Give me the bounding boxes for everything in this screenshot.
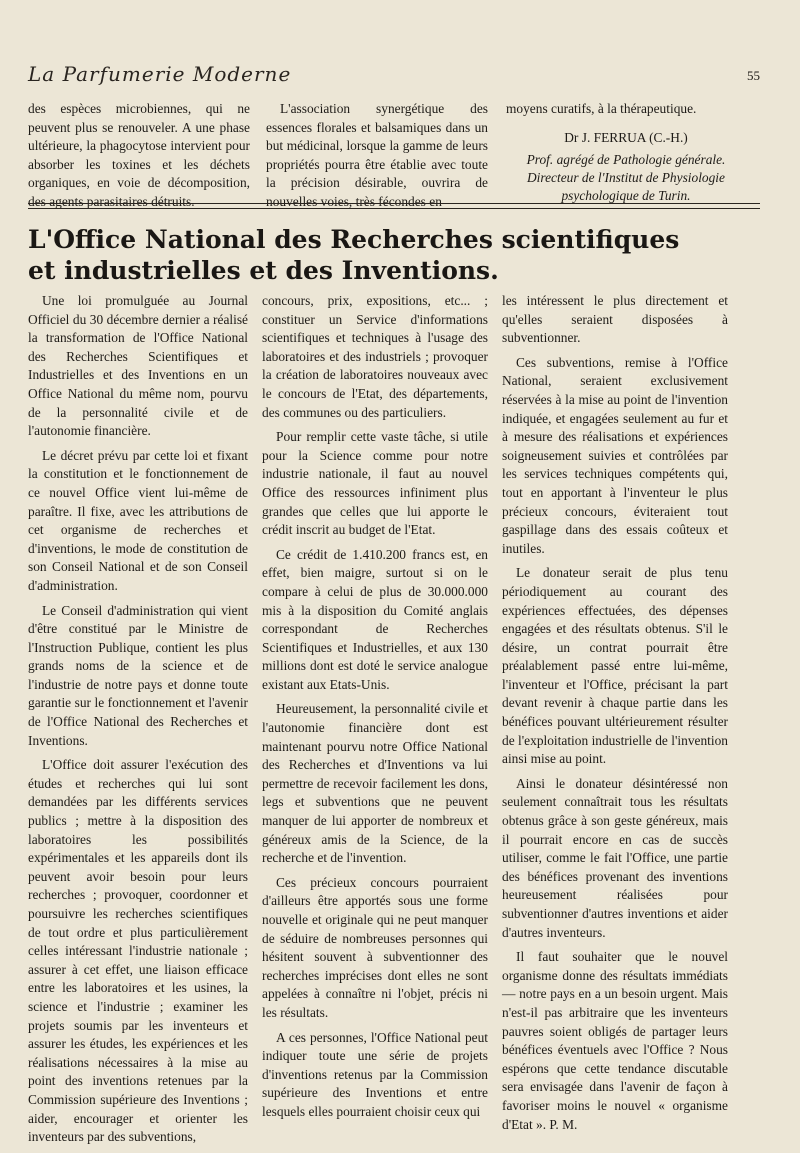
previous-article-col3 (506, 100, 732, 205)
paragraph: Pour remplir cette vaste tâche, si utile pour la Science comme pour notre industrie nationale, il faut au nouvel Office des ressources infiniment plus grandes que celles que lui apporte le crédit inscrit au budget de l'Etat. (262, 429, 488, 538)
paragraph: Il faut souhaiter que le nouvel organisme donne des résultats immédiats — notre pays en a un besoin urgent. Mais n'est-il pas arbitraire que les inventeurs pauvres soient obligés de partager leurs bénéfices éventuels avec l'Office ? Nous espérons que cette tendance discutable sera envisagée dans l'avenir de façon à favoriser moins le nouvel « organisme d'Etat ». P. M. (502, 949, 728, 1132)
divider-rule (28, 208, 760, 209)
paragraph: Ce crédit de 1.410.200 francs est, en effet, bien maigre, surtout si on le compare à celui de plus de 30.000.000 mis à la disposition du Comité anglais correspondant de Recherches Scientifiques et Industrielles, et aux 130 millions dont est doté le service analogue existant aux Etats-Unis. (262, 546, 488, 692)
author-affiliation-2: Directeur de l'Institut de Physiologie (527, 170, 725, 186)
article-title-line1: L'Office National des Recherches scientifiques (28, 225, 680, 254)
paragraph: moyens curatifs, à la thérapeutique. (506, 101, 697, 116)
author-signature (506, 129, 732, 206)
author-affiliation-1: Prof. agrégé de Pathologie générale. (526, 152, 726, 168)
masthead: La Parfumerie Moderne (28, 62, 292, 86)
paragraph: Le décret prévu par cette loi et fixant la constitution et le fonctionnement de ce nouvel Office vient lui-même de paraître. Il fixe, avec les attributions de cet organisme de recherches et d'inventions, le mode de constitution de son Conseil National et de son Conseil d'administration. (28, 447, 248, 593)
paragraph: A ces personnes, l'Office National peut indiquer toute une série de projets d'inventions retenus par la Commission supérieure des Inventions et entre lesquels elles pourraient choisir ceux qui (262, 1029, 488, 1119)
paragraph: Ces subventions, remise à l'Office National, seraient exclusivement réservées à la mise au point de l'invention indiquée, et engagées seulement au fur et à mesure des réalisations et expériences soigneusement suivies et contrôlées par les services techniques compétents qui, tout en apportant à l'inventeur le plus précieux concours, éviteraient tout gaspillage dans des essais coûteux et inutiles. (502, 354, 728, 556)
paragraph: Le Conseil d'administration qui vient d'être constitué par le Ministre de l'Instruction Publique, contient les plus grands noms de la science et de l'industrie de notre pays et donne toute garantie sur le fonctionnement et l'avenir de l'Office National des Recherches et Inventions. (28, 602, 248, 748)
paragraph: L'association synergétique des essences florales et balsamiques dans un but médicinal, lorsque la gamme de leurs propriétés pourra être établie avec toute la précision désirable, ouvrira de nouvelles voies, très fécondes en (266, 101, 488, 209)
author-affiliation-3: psychologique de Turin. (561, 188, 691, 204)
article-column-3 (502, 292, 728, 1140)
author-name: Dr J. FERRUA (C.-H.) (564, 129, 688, 145)
paragraph: Heureusement, la personnalité civile et l'autonomie financière dont est maintenant pourvu notre Office National des Recherches et d'Inventions va lui permettre de recevoir facilement les dons, legs et subventions que ne peuvent manquer de lui apporter de nombreux et généreux amis de la Science, de la recherche et de l'invention. (262, 701, 488, 866)
article-column-2 (262, 292, 488, 1128)
paragraph: concours, prix, expositions, etc... ; constituer un Service d'informations scientifiques et techniques à l'usage des laboratoires et des industriels ; provoquer la création de laboratoires nouveaux avec le concours de l'Etat, des départements, des communes ou des particuliers. (262, 293, 488, 420)
article-title-line2: et industrielles et des Inventions. (28, 256, 499, 285)
article-title (28, 224, 768, 286)
paragraph: les intéressent le plus directement et qu'elles seraient disposées à subventionner. (502, 293, 728, 346)
paragraph: des espèces microbiennes, qui ne peuvent plus se renouveler. A une phase ultérieure, la phagocytose intervient pour absorber les toxines et les déchets organiques, en voie de décomposition, des agents parasitaires détruits. (28, 101, 250, 209)
paragraph: Une loi promulguée au Journal Officiel du 30 décembre dernier a réalisé la transformation de l'Office National des Recherches Scientifiques et Industrielles et des Inventions en un Office National du même nom, pourvu de la personnalité civile et de l'autonomie financière. (28, 293, 248, 439)
page-header (28, 62, 760, 92)
article-column-1 (28, 292, 248, 1153)
paragraph: Ainsi le donateur désintéressé non seulement connaîtrait tous les résultats obtenus grâce à son geste généreux, mais il pourrait encore en cas de succès utiliser, comme le fait l'Office, une partie des bénéfices provenant des inventions heureusement réalisées pour subventionner d'autres inventions et aider d'autres inventeurs. (502, 775, 728, 940)
page-number: 55 (747, 68, 760, 83)
paragraph: Ces précieux concours pourraient d'ailleurs être apportés sous une forme nouvelle et originale qui ne peut manquer de séduire de nombreuses personnes qui hésitent souvent à subventionner des recherches imprécises dont elles ne sont appelées à connaître ni l'objet, précis ni les résultats. (262, 874, 488, 1020)
paragraph: Le donateur serait de plus tenu périodiquement au courant des expériences effectuées, des dépenses engagées et des résultats obtenus. S'il le désire, un contrat pourrait être préalablement passé entre lui-même, l'inventeur et l'Office, précisant la part devant revenir à chaque partie dans les bénéfices pouvant ultérieurement résulter de l'exploitation industrielle de l'invention ainsi mise au point. (502, 565, 728, 767)
paragraph: L'Office doit assurer l'exécution des études et recherches qui lui sont demandées par les différents services publics ; mettre à la disposition des laboratoires les possibilités expérimentales et les appareils dont ils peuvent avoir besoin pour leurs recherches ; provoquer, coordonner et poursuivre les recherches scientifiques de tout ordre et plus particulièrement celles intéressant l'industrie nationale ; assurer à cet effet, une liaison efficace entre les laboratoires et les usines, la science et l'industrie ; examiner les projets soumis par les inventeurs et assurer les études, les expériences et les réalisations nécessaires à la mise au point des inventions retenues par la Commission supérieure des Inventions ; aider, encourager et orienter les inventeurs par des subventions, (28, 757, 248, 1145)
previous-article-col1 (28, 100, 250, 218)
previous-article-col2 (266, 100, 488, 218)
divider-rule (28, 203, 760, 204)
